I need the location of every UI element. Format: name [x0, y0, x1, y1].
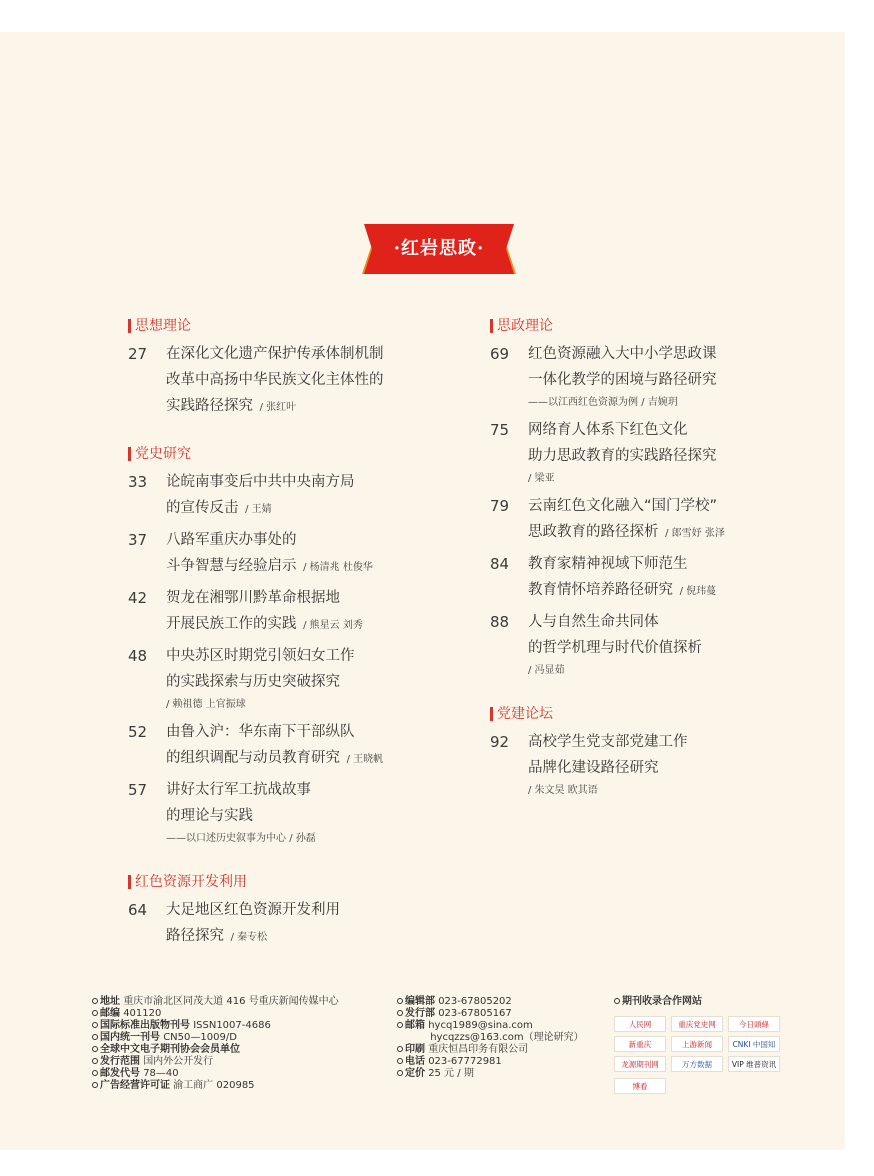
info-value: 023-67805167	[438, 1008, 512, 1019]
page-number: 57	[128, 781, 148, 799]
article-title-line: 讲好太行军工抗战故事	[166, 782, 311, 798]
article-author: / 吉婉玥	[641, 397, 678, 408]
info-row	[397, 1020, 584, 1032]
toc-section	[128, 873, 468, 951]
partners-title: 期刊收录合作网站	[622, 996, 702, 1007]
bullet-icon	[92, 1082, 98, 1088]
info-label: 发行部	[405, 1008, 435, 1019]
partner-logo: 博看	[614, 1078, 666, 1094]
info-row	[92, 1020, 339, 1032]
info-label: 发行范围	[100, 1056, 140, 1067]
article-subtitle: ——以口述历史叙事为中心 / 孙磊	[166, 833, 316, 844]
bullet-icon	[92, 1070, 98, 1076]
bullet-icon	[397, 1070, 403, 1076]
info-label: 电话	[405, 1056, 425, 1067]
info-label: 定价	[405, 1068, 425, 1079]
article-title-line: 在深化文化遗产保护传承体制机制	[166, 346, 384, 362]
page-number: 92	[490, 733, 510, 751]
info-label: 国际标准出版物刊号	[100, 1020, 190, 1031]
toc-entry	[490, 341, 830, 413]
bullet-icon	[397, 1010, 403, 1016]
article-title-line: 品牌化建设路径研究	[528, 760, 659, 776]
article-title-line: 云南红色文化融入“国门学校”	[528, 498, 718, 514]
partner-logo: VIP 维普资讯	[728, 1056, 780, 1072]
banner-title: ·红岩思政·	[393, 238, 485, 259]
bullet-icon	[92, 998, 98, 1004]
article-title-line: 贺龙在湘鄂川黔革命根据地	[166, 590, 340, 606]
article-subtitle: ——以江西红色资源为例 / 吉婉玥	[528, 397, 678, 408]
article-author: / 郎雪妤 张泽	[665, 528, 725, 539]
article-title-line: 教育情怀培养路径研究 / 倪玮蔓	[528, 582, 717, 598]
section-title: 思想理论	[128, 317, 468, 335]
info-label: 广告经营许可证	[100, 1080, 170, 1091]
section-title: 党史研究	[128, 445, 468, 463]
article-author: / 赖祖德 上官振球	[166, 699, 246, 710]
toc-entry	[128, 341, 468, 421]
toc-entry	[128, 643, 468, 715]
partner-logo: 人民网	[614, 1016, 666, 1032]
info-label: 邮发代号	[100, 1068, 140, 1079]
article-title-line: 改革中高扬中华民族文化主体性的	[166, 372, 384, 388]
info-value: hycq1989@sina.com	[428, 1020, 533, 1031]
bullet-icon	[92, 1058, 98, 1064]
bullet-icon	[397, 1046, 403, 1052]
bullet-icon	[92, 1046, 98, 1052]
article-title-line: 中央苏区时期党引领妇女工作	[166, 648, 355, 664]
article-author: / 孙磊	[289, 833, 316, 844]
article-title-line: 的哲学机理与时代价值探析	[528, 640, 702, 656]
article-title-line: 开展民族工作的实践 / 熊星云 刘秀	[166, 616, 363, 632]
toc-section	[490, 705, 830, 801]
info-label: 地址	[100, 996, 120, 1007]
info-value: hycqzzs@163.com（理论研究）	[430, 1032, 584, 1043]
article-title-line: 一体化教学的困境与路径研究	[528, 372, 717, 388]
article-title-line: 的实践探索与历史突破探究	[166, 674, 340, 690]
toc-entry	[128, 585, 468, 639]
article-author: / 倪玮蔓	[679, 586, 717, 597]
info-row	[92, 1008, 339, 1020]
partner-logo: 今日頭條	[728, 1016, 780, 1032]
toc-right-column	[490, 317, 830, 825]
section-title: 思政理论	[490, 317, 830, 335]
section-title: 红色资源开发利用	[128, 873, 468, 891]
article-title-line: 的组织调配与动员教育研究 / 王晓帆	[166, 750, 384, 766]
article-title-line: 高校学生党支部党建工作	[528, 734, 688, 750]
toc-entry	[490, 729, 830, 801]
page-number: 52	[128, 723, 148, 741]
info-label: 邮箱	[405, 1020, 425, 1031]
toc-entry	[490, 609, 830, 681]
page-number: 69	[490, 345, 510, 363]
info-row	[397, 1068, 584, 1080]
article-title-line: 人与自然生命共同体	[528, 614, 659, 630]
info-label: 邮编	[100, 1008, 120, 1019]
article-title-line: 红色资源融入大中小学思政课	[528, 346, 717, 362]
publication-info	[92, 996, 339, 1092]
partners-section	[614, 996, 702, 1008]
info-value: 重庆市渝北区同茂大道 416 号重庆新闻传媒中心	[123, 996, 339, 1007]
article-author: / 冯显茹	[528, 665, 565, 676]
page-number: 84	[490, 555, 510, 573]
info-value: 023-67805202	[438, 996, 512, 1007]
info-label: 编辑部	[405, 996, 435, 1007]
bullet-icon	[92, 1034, 98, 1040]
toc-section	[128, 317, 468, 421]
toc-entry	[128, 897, 468, 951]
bullet-icon	[397, 1022, 403, 1028]
article-title-line: 思政教育的路径探析 / 郎雪妤 张泽	[528, 524, 725, 540]
toc-entry	[490, 417, 830, 489]
page-number: 79	[490, 497, 510, 515]
article-title-line: 由鲁入沪：华东南下干部纵队	[166, 724, 355, 740]
partner-logo: 上游新闻	[671, 1036, 723, 1052]
info-value: 023-67772981	[428, 1056, 502, 1067]
article-title-line: 实践路径探究 / 张红叶	[166, 398, 297, 414]
page-number: 27	[128, 345, 148, 363]
info-value: CN50—1009/D	[163, 1032, 237, 1043]
article-author: / 杨清兆 杜俊华	[303, 562, 373, 573]
info-value: 401120	[123, 1008, 162, 1019]
info-row	[92, 1080, 339, 1092]
info-value: 国内外公开发行	[143, 1056, 214, 1067]
article-title-line: 教育家精神视域下师范生	[528, 556, 688, 572]
info-row	[397, 1056, 584, 1068]
info-value: 渝工商广 020985	[173, 1080, 255, 1091]
info-label: 国内统一刊号	[100, 1032, 160, 1043]
contact-info	[397, 996, 584, 1080]
info-row	[397, 1032, 584, 1044]
toc-entry	[128, 777, 468, 849]
article-author: / 朱文昊 欧其语	[528, 785, 598, 796]
article-title-line: 八路军重庆办事处的	[166, 532, 297, 548]
toc-entry	[128, 719, 468, 773]
bullet-icon	[92, 1022, 98, 1028]
section-banner	[362, 224, 516, 274]
page-number: 37	[128, 531, 148, 549]
info-label: 全球中文电子期刊协会会员单位	[100, 1044, 240, 1055]
article-title-line: 的宣传反击 / 王婧	[166, 500, 272, 516]
toc-entry	[490, 493, 830, 547]
article-author: / 梁亚	[528, 473, 555, 484]
info-value: 重庆恒昌印务有限公司	[428, 1044, 529, 1055]
toc-entry	[490, 551, 830, 605]
info-row	[397, 996, 584, 1008]
info-row	[397, 1044, 584, 1056]
article-author: / 张红叶	[259, 402, 297, 413]
info-row	[92, 1068, 339, 1080]
toc-section	[128, 445, 468, 849]
info-value: ISSN1007-4686	[193, 1020, 271, 1031]
page-number: 42	[128, 589, 148, 607]
page-number: 88	[490, 613, 510, 631]
partner-logo: 重庆党史网	[671, 1016, 723, 1032]
article-title-line: 论皖南事变后中共中央南方局	[166, 474, 355, 490]
page-number: 64	[128, 901, 148, 919]
partner-logo: 龙源期刊网	[614, 1056, 666, 1072]
article-author: / 王晓帆	[346, 754, 384, 765]
section-title: 党建论坛	[490, 705, 830, 723]
article-title-line: 路径探究 / 秦专松	[166, 928, 268, 944]
partner-logo: 新重庆	[614, 1036, 666, 1052]
article-title-line: 助力思政教育的实践路径探究	[528, 448, 717, 464]
page-number: 75	[490, 421, 510, 439]
info-value: 78—40	[143, 1068, 179, 1079]
toc-entry	[128, 527, 468, 581]
toc-entry	[128, 469, 468, 523]
info-row	[92, 1044, 339, 1056]
toc-section	[490, 317, 830, 681]
article-title-line: 的理论与实践	[166, 808, 253, 824]
article-author: / 熊星云 刘秀	[303, 620, 363, 631]
partner-logo: 万方数据	[671, 1056, 723, 1072]
info-label: 印刷	[405, 1044, 425, 1055]
info-row	[92, 1056, 339, 1068]
toc-left-column	[128, 317, 468, 975]
article-title-line: 大足地区红色资源开发利用	[166, 902, 340, 918]
article-title-line: 斗争智慧与经验启示 / 杨清兆 杜俊华	[166, 558, 373, 574]
bullet-icon	[92, 1010, 98, 1016]
page-number: 33	[128, 473, 148, 491]
info-row	[397, 1008, 584, 1020]
article-title-line: 网络育人体系下红色文化	[528, 422, 688, 438]
article-author: / 秦专松	[230, 932, 268, 943]
partner-logo: CNKI 中国知	[728, 1036, 780, 1052]
page-number: 48	[128, 647, 148, 665]
info-value: 25 元 / 期	[428, 1068, 474, 1079]
bullet-icon	[397, 998, 403, 1004]
info-row	[92, 1032, 339, 1044]
info-row	[92, 996, 339, 1008]
article-author: / 王婧	[245, 504, 272, 515]
bullet-icon	[397, 1058, 403, 1064]
